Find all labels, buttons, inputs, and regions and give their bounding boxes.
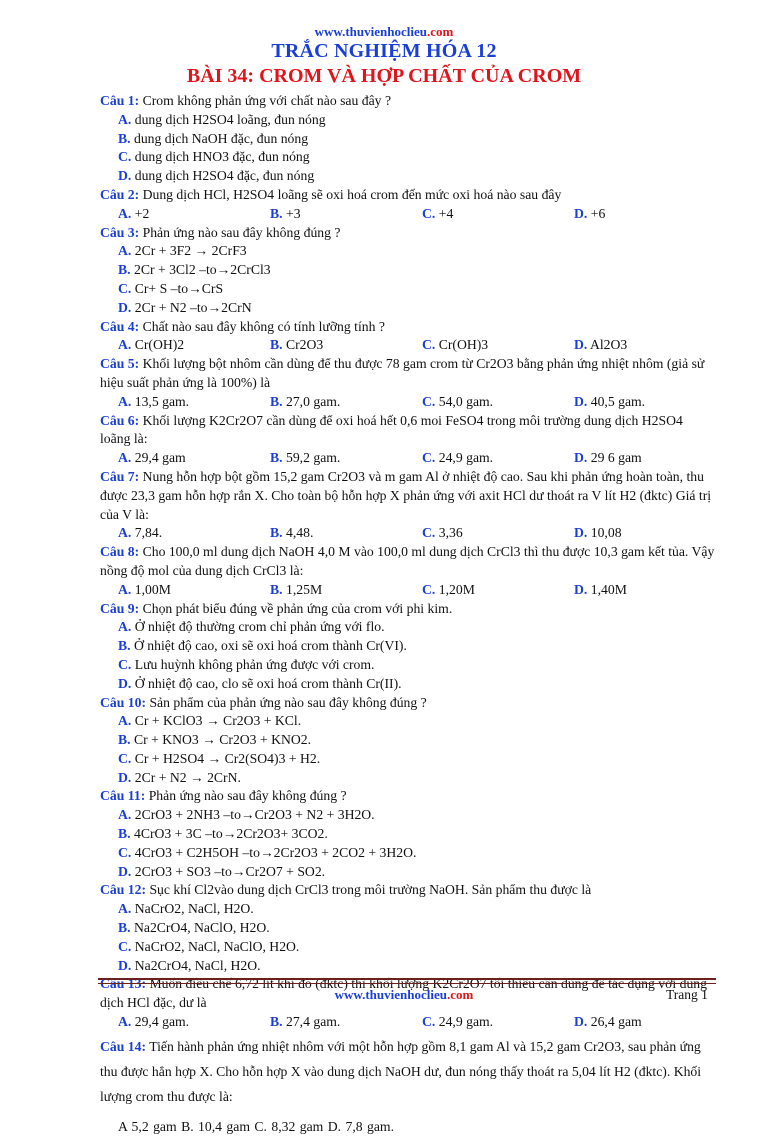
footer-divider — [98, 978, 716, 980]
question-text: Phản ứng nào sau đây không đúng ? — [142, 224, 341, 240]
option-text: dung dịch HNO3 đặc, đun nóng — [134, 149, 310, 165]
question-text: Crom không phản ứng với chất nào sau đây ? — [142, 93, 392, 108]
answer-option[interactable] — [270, 524, 422, 543]
option-text: 3,36 — [438, 525, 463, 541]
answer-option[interactable] — [422, 449, 574, 468]
answer-option[interactable] — [118, 111, 422, 130]
answer-option[interactable] — [118, 863, 422, 882]
answer-option[interactable] — [118, 393, 270, 412]
option-text: 29 6 gam — [590, 450, 642, 466]
option-letter: D. — [574, 393, 588, 409]
question-number: Câu 9: — [100, 600, 140, 616]
question-text: Cho 100,0 ml dung dịch NaOH 4,0 M vào 100,0 ml dung dịch CrCl3 thì thu được 10,3 gam kết tủa. Vậy nồng độ mol của dung dịch CrCl3 là: — [100, 544, 715, 578]
option-letter: A. — [118, 243, 132, 259]
option-text: Cr + KClO3 → Cr2O3 + KCl. — [134, 713, 302, 729]
page-number: Trang 1 — [666, 987, 708, 1002]
question-text: Sản phẩm của phản ứng nào sau đây không đúng ? — [149, 694, 427, 710]
option-text: 29,4 gam. — [134, 1014, 190, 1030]
option-letter: A. — [118, 713, 132, 729]
question-text: Tiến hành phản ứng nhiệt nhôm với một hỗn hợp gồm 8,1 gam Al và 15,2 gam Cr2O3, sau phản ứng thu được hẳn hợp X. Cho hỗn hợp X vào dung dịch NaOH dư, đun nóng thấy thoát ra 5,04 lít H2 (đktc). Khối lượng crom thu được là: — [100, 1038, 702, 1104]
option-letter: D. — [118, 675, 132, 691]
option-text: Cr(OH)2 — [134, 337, 185, 353]
option-text: Cr2O3 — [285, 337, 324, 353]
option-text: 1,00M — [134, 581, 171, 597]
answer-option[interactable] — [574, 1013, 714, 1032]
answer-options — [100, 242, 716, 317]
option-text: +2 — [134, 205, 150, 221]
answer-option[interactable] — [118, 299, 422, 318]
option-letter: C. — [422, 1014, 436, 1030]
answer-options — [100, 336, 716, 355]
option-text: Na2CrO4, NaClO, H2O. — [133, 920, 270, 936]
option-text: 26,4 gam — [590, 1014, 642, 1030]
option-text: 2CrO3 + 2NH3 –to→Cr2O3 + N2 + 3H2O. — [134, 807, 375, 823]
option-text: Cr + H2SO4 → Cr2(SO4)3 + H2. — [134, 750, 321, 766]
option-text: Lưu huỳnh không phản ứng được với crom. — [134, 656, 375, 672]
option-text: 2CrO3 + SO3 –to→Cr2O7 + SO2. — [134, 863, 326, 879]
answer-option[interactable] — [118, 336, 270, 355]
answer-option[interactable] — [118, 205, 270, 224]
answer-option[interactable] — [422, 393, 574, 412]
option-text: 1,40M — [590, 581, 627, 597]
option-letter: C. — [118, 280, 132, 296]
option-letter: A. — [118, 901, 132, 917]
option-letter: B. — [270, 205, 283, 221]
answer-option[interactable] — [574, 336, 714, 355]
answer-options — [100, 449, 716, 468]
answer-option[interactable] — [422, 581, 574, 600]
answer-option[interactable] — [118, 637, 698, 656]
answer-options — [100, 806, 716, 881]
answer-option[interactable] — [118, 957, 422, 976]
question-number: Câu 14: — [100, 1038, 147, 1054]
option-text: 10,08 — [590, 525, 622, 541]
option-letter: B. — [118, 826, 131, 842]
option-text: 27,4 gam. — [285, 1014, 341, 1030]
option-letter: B. — [270, 1014, 283, 1030]
footer-site-name: www.thuvienhoclieu — [334, 987, 447, 1002]
option-text: dung dịch H2SO4 đặc, đun nóng — [134, 168, 315, 184]
question-stem — [100, 92, 716, 111]
header-website[interactable] — [0, 24, 768, 40]
option-letter: D. — [574, 581, 588, 597]
option-text: 4CrO3 + C2H5OH –to→2Cr2O3 + 2CO2 + 3H2O. — [134, 844, 417, 860]
option-letter: C. — [118, 149, 132, 165]
question-number: Câu 7: — [100, 468, 140, 484]
option-text: 24,9 gam. — [438, 1014, 494, 1030]
option-letter: B. — [118, 920, 131, 936]
option-letter: D. — [574, 525, 588, 541]
answer-option[interactable] — [118, 806, 422, 825]
question-stem — [100, 600, 716, 619]
option-text: 59,2 gam. — [285, 450, 341, 466]
option-letter: C. — [422, 393, 436, 409]
option-letter: A. — [118, 581, 132, 597]
option-text: Na2CrO4, NaCl, H2O. — [134, 957, 261, 973]
question-block — [100, 787, 716, 881]
question-block — [100, 318, 716, 356]
question-text: Khối lượng bột nhôm cần dùng để thu được 78 gam crom từ Cr2O3 bằng phản ứng nhiệt nhôm (giả sử hiệu suất phản ứng là 100%) là — [100, 356, 705, 390]
option-text: 27,0 gam. — [285, 393, 341, 409]
answer-option[interactable] — [574, 205, 714, 224]
question-block — [100, 694, 716, 788]
answer-option[interactable] — [118, 731, 422, 750]
answer-option[interactable] — [118, 1013, 270, 1032]
question-stem — [100, 412, 716, 450]
option-letter: C. — [118, 938, 132, 954]
answer-option[interactable] — [118, 581, 270, 600]
option-text: Al2O3 — [589, 337, 628, 353]
option-letter: A. — [118, 619, 132, 635]
option-letter: D. — [574, 450, 588, 466]
option-text: 1,25M — [285, 581, 323, 597]
answer-option[interactable] — [118, 449, 270, 468]
answer-option[interactable] — [118, 900, 422, 919]
answer-option[interactable] — [270, 581, 422, 600]
option-letter: B. — [118, 638, 131, 654]
answer-option[interactable] — [270, 205, 422, 224]
question-number: Câu 4: — [100, 318, 140, 334]
option-letter: B. — [270, 581, 283, 597]
answer-option[interactable] — [118, 167, 422, 186]
answer-options — [100, 581, 716, 600]
option-text: Cr+ S –to→CrS — [134, 280, 224, 296]
question-number: Câu 6: — [100, 412, 140, 428]
option-text: 4,48. — [285, 525, 314, 541]
option-text: 54,0 gam. — [438, 393, 494, 409]
question-block — [100, 224, 716, 318]
question-text: Nung hỗn hợp bột gồm 15,2 gam Cr2O3 và m gam Al ở nhiệt độ cao. Sau khi phản ứng hoàn toàn, thu được 23,3 gam hỗn hợp rắn X. Cho toàn bộ hỗn hợp X phản ứng với axit HCl dư thoát ra V lít H2 (đktc) Giá trị của V là: — [100, 468, 712, 522]
question-block — [100, 543, 716, 599]
option-letter: D. — [574, 205, 588, 221]
question-number: Câu 13: — [100, 976, 147, 992]
option-letter: D. — [574, 337, 588, 353]
answer-options — [100, 111, 716, 186]
option-letter: D. — [118, 299, 132, 315]
question-block — [100, 355, 716, 411]
option-letter: B. — [270, 393, 283, 409]
answer-options — [100, 393, 716, 412]
answer-option[interactable] — [422, 524, 574, 543]
answer-option[interactable] — [118, 524, 270, 543]
answer-option[interactable] — [118, 769, 422, 788]
header-site-domain: .com — [426, 24, 454, 39]
answer-option[interactable] — [270, 336, 422, 355]
option-text: 24,9 gam. — [438, 450, 494, 466]
header-site-name: www.thuvienhoclieu — [314, 24, 427, 39]
option-letter: C. — [422, 450, 436, 466]
answer-option[interactable] — [574, 449, 714, 468]
question-number: Câu 8: — [100, 544, 140, 560]
option-letter: C. — [422, 581, 436, 597]
option-letter: D. — [118, 863, 132, 879]
question-block — [100, 92, 716, 186]
footer-divider-thin — [98, 983, 716, 984]
answer-option[interactable] — [118, 825, 422, 844]
question-stem — [100, 694, 716, 713]
lesson-title: BÀI 34: CROM VÀ HỢP CHẤT CỦA CROM — [186, 65, 582, 87]
question-block — [100, 1034, 716, 1137]
option-letter: C. — [422, 337, 436, 353]
option-letter: A. — [118, 205, 132, 221]
question-stem — [100, 186, 716, 205]
option-text: +4 — [438, 205, 454, 221]
answer-option[interactable] — [422, 336, 574, 355]
answer-option[interactable] — [574, 393, 714, 412]
answer-options — [100, 618, 716, 693]
answer-option[interactable] — [118, 750, 422, 769]
option-letter: C. — [422, 205, 436, 221]
option-letter: B. — [270, 337, 283, 353]
question-block — [100, 186, 716, 224]
question-number: Câu 12: — [100, 882, 147, 898]
question-list — [100, 92, 716, 1137]
option-letter: D. — [574, 1014, 588, 1030]
document-title: TRẮC NGHIỆM HÓA 12 — [271, 40, 497, 62]
question-stem — [100, 543, 716, 581]
option-text: Cr(OH)3 — [438, 337, 489, 353]
answer-options — [100, 900, 716, 975]
question-text: Khối lượng K2Cr2O7 cần dùng để oxi hoá hết 0,6 moi FeSO4 trong môi trường dung dịch H2SO4 loãng là: — [100, 412, 683, 447]
answer-option[interactable] — [118, 618, 698, 637]
option-text: Ở nhiệt độ cao, oxi sẽ oxi hoá crom thành Cr(VI). — [133, 638, 407, 654]
option-text: Ở nhiệt độ thường crom chỉ phản ứng với flo. — [134, 619, 385, 635]
question-text: Sục khí Cl2vào dung dịch CrCl3 trong môi trường NaOH. Sản phẩm thu được là — [149, 882, 592, 898]
option-letter: C. — [118, 656, 132, 672]
answer-options — [100, 1013, 716, 1032]
question-number: Câu 11: — [100, 788, 146, 804]
option-letter: B. — [270, 450, 283, 466]
answer-option[interactable] — [270, 1013, 422, 1032]
option-text: 4CrO3 + 3C –to→2Cr2O3+ 3CO2. — [133, 826, 328, 842]
answer-option[interactable] — [270, 393, 422, 412]
answer-option[interactable] — [118, 261, 422, 280]
answer-option[interactable] — [270, 449, 422, 468]
answer-option[interactable] — [118, 280, 422, 299]
footer-site-domain: .com — [446, 987, 474, 1002]
option-letter: A. — [118, 1014, 132, 1030]
option-text: 29,4 gam — [134, 450, 186, 466]
question-stem — [100, 355, 716, 393]
answer-options — [100, 524, 716, 543]
answer-option[interactable] — [118, 844, 422, 863]
footer-website[interactable] — [0, 987, 768, 1003]
option-letter: C. — [422, 525, 436, 541]
option-text: NaCrO2, NaCl, NaClO, H2O. — [134, 938, 300, 954]
option-letter: A. — [118, 807, 132, 823]
answer-option[interactable] — [118, 148, 422, 167]
question-stem — [100, 224, 716, 243]
option-letter: B. — [270, 525, 283, 541]
question-block — [100, 881, 716, 975]
option-text: dung dịch H2SO4 loãng, đun nóng — [134, 111, 326, 127]
answer-option[interactable] — [118, 656, 698, 675]
answer-option[interactable] — [118, 675, 698, 694]
option-text: dung dịch NaOH đặc, đun nóng — [133, 130, 309, 146]
answer-option[interactable] — [422, 205, 574, 224]
option-letter: C. — [118, 750, 132, 766]
answer-options — [100, 205, 716, 224]
answer-option[interactable] — [574, 581, 714, 600]
option-text: 13,5 gam. — [134, 393, 190, 409]
option-letter: B. — [118, 262, 131, 278]
question-stem — [100, 1034, 716, 1109]
option-letter: D. — [118, 769, 132, 785]
question-text: Dung dịch HCl, H2SO4 loãng sẽ oxi hoá crom đến mức oxi hoá nào sau đây — [142, 186, 562, 202]
question-stem — [100, 318, 716, 337]
option-text: +3 — [285, 205, 301, 221]
option-letter: D. — [118, 957, 132, 973]
answer-options — [100, 712, 716, 787]
question-stem — [100, 881, 716, 900]
question-number: Câu 1: — [100, 93, 140, 108]
option-text: Ở nhiệt độ cao, clo sẽ oxi hoá crom thành Cr(II). — [134, 675, 402, 691]
answer-option[interactable] — [118, 938, 422, 957]
question-text: Phản ứng nào sau đây không đúng ? — [148, 788, 347, 804]
option-letter: C. — [118, 844, 132, 860]
option-letter: D. — [118, 168, 132, 184]
answer-option[interactable] — [118, 919, 422, 938]
option-letter: A. — [118, 450, 132, 466]
option-text: 40,5 gam. — [590, 393, 646, 409]
answer-option[interactable] — [118, 130, 422, 149]
option-text: 2Cr + 3Cl2 –to→2CrCl3 — [133, 262, 271, 278]
question-stem — [100, 468, 716, 524]
question-number: Câu 10: — [100, 694, 147, 710]
question-block — [100, 600, 716, 694]
option-text: 1,20M — [438, 581, 475, 597]
question-number: Câu 3: — [100, 224, 140, 240]
answer-option[interactable] — [118, 712, 422, 731]
option-text: 2Cr + N2 –to→2CrN — [134, 299, 252, 315]
answer-option[interactable] — [118, 242, 422, 261]
question-stem — [100, 787, 716, 806]
question-number: Câu 5: — [100, 356, 140, 372]
option-letter: B. — [118, 130, 131, 146]
option-letter: A. — [118, 111, 132, 127]
option-letter: A. — [118, 337, 132, 353]
option-text: NaCrO2, NaCl, H2O. — [134, 901, 254, 917]
question-number: Câu 2: — [100, 186, 140, 202]
answer-option[interactable] — [574, 524, 714, 543]
question-text: Chất nào sau đây không có tính lưỡng tính ? — [142, 318, 385, 334]
option-text: +6 — [590, 205, 606, 221]
option-text: Cr + KNO3 → Cr2O3 + KNO2. — [133, 732, 312, 748]
option-text: 2Cr + 3F2 → 2CrF3 — [134, 243, 247, 259]
question-block — [100, 412, 716, 468]
option-letter: B. — [118, 732, 131, 748]
option-text: 7,84. — [134, 525, 163, 541]
answer-option[interactable] — [422, 1013, 574, 1032]
option-letter: A. — [118, 525, 132, 541]
option-text: 2Cr + N2 → 2CrN. — [134, 769, 241, 785]
option-letter: A. — [118, 393, 132, 409]
question-text: Chọn phát biểu đúng về phản ứng của crom với phi kim. — [142, 600, 453, 616]
question-block — [100, 468, 716, 543]
question-text: Muốn điều chế 6,72 lít khí đo (đktc) thì khối lượng K2Cr2O7 tối thiểu cần dùng để tác dụng với dung dịch HCl đặc, dư là — [100, 976, 707, 1011]
answer-options-inline[interactable]: A 5,2 gam B. 10,4 gam C. 8,32 gam D. 7,8 gam. — [118, 1118, 394, 1134]
